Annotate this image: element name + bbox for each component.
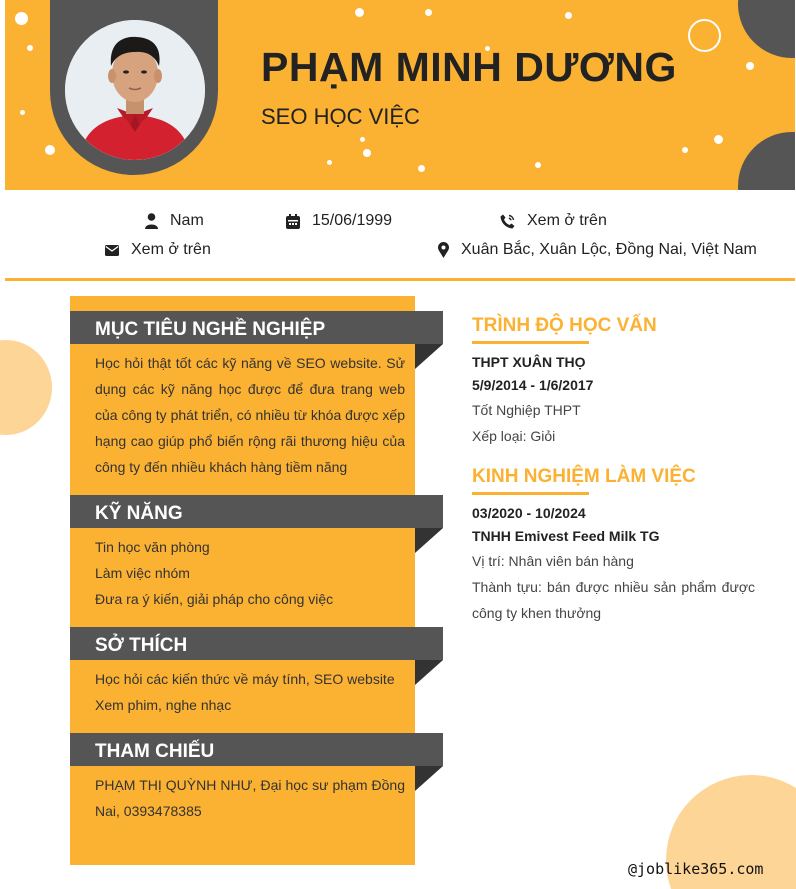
skills-list	[95, 534, 405, 612]
skill-item: Đưa ra ý kiến, giải pháp cho công việc	[95, 591, 334, 607]
decor-dot	[27, 45, 33, 51]
ribbon-fold	[415, 766, 443, 791]
hobbies-list	[95, 666, 405, 718]
decor-circle-left	[0, 340, 52, 435]
ribbon-fold	[415, 660, 443, 685]
ribbon-fold	[415, 344, 443, 369]
education-heading: TRÌNH ĐỘ HỌC VẤN	[472, 315, 657, 336]
info-address	[438, 241, 757, 259]
info-divider	[5, 278, 795, 281]
ribbon-fold	[415, 528, 443, 553]
experience-period: 03/2020 - 10/2024	[472, 505, 586, 521]
decor-dot	[682, 147, 688, 153]
decor-dot	[565, 12, 572, 19]
info-email	[105, 241, 211, 259]
references-text: PHẠM THỊ QUỲNH NHƯ, Đại học sư phạm Đồng Nai, 0393478385	[95, 777, 405, 819]
decor-dot	[425, 9, 432, 16]
profile-photo	[65, 20, 205, 160]
education-grade: Xếp loại: Giỏi	[472, 428, 556, 444]
email-value: Xem ở trên	[131, 241, 211, 258]
info-phone	[500, 212, 607, 230]
skill-item: Làm việc nhóm	[95, 565, 190, 581]
skills-heading: KỸ NĂNG	[70, 495, 443, 528]
envelope-icon	[105, 244, 119, 256]
experience-role: Vị trí: Nhân viên bán hàng	[472, 553, 634, 569]
experience-achievement: Thành tựu: bán được nhiều sản phẩm được công ty khen thưởng	[472, 579, 755, 621]
experience-underline	[472, 492, 589, 495]
school-name: THPT XUÂN THỌ	[472, 354, 586, 370]
decor-dot	[714, 135, 723, 144]
references-heading: THAM CHIẾU	[70, 733, 443, 766]
decor-dot	[15, 12, 28, 25]
decor-dot	[363, 149, 371, 157]
cv-header	[5, 0, 795, 190]
company-name: TNHH Emivest Feed Milk TG	[472, 528, 660, 544]
hobby-item: Xem phim, nghe nhạc	[95, 697, 232, 713]
gender-value: Nam	[170, 212, 204, 229]
objective-text: Học hỏi thật tốt các kỹ năng về SEO website. Sử dụng các kỹ năng học được để đưa trang web của công ty phát triển, có nhiều từ khóa được xếp hạng cao giúp phổ biến rộng rãi thương hiệu của công ty đến nhiều khách hàng tiềm năng	[95, 355, 405, 475]
info-gender	[145, 212, 204, 230]
education-period: 5/9/2014 - 1/6/2017	[472, 377, 594, 393]
objective-heading: MỤC TIÊU NGHỀ NGHIỆP	[70, 311, 443, 344]
profile-portrait	[65, 20, 205, 160]
decor-dot	[45, 145, 55, 155]
address-value: Xuân Bắc, Xuân Lộc, Đồng Nai, Việt Nam	[461, 241, 757, 258]
calendar-icon	[286, 214, 300, 229]
decor-dot	[20, 110, 25, 115]
skill-item: Tin học văn phòng	[95, 539, 210, 555]
map-pin-icon	[438, 242, 449, 258]
watermark: @joblike365.com	[628, 860, 764, 878]
user-icon	[145, 213, 158, 229]
decor-dot	[418, 165, 425, 172]
decor-dot	[360, 137, 365, 142]
info-birthday	[286, 212, 392, 230]
decor-dot	[535, 162, 541, 168]
hobbies-heading: SỞ THÍCH	[70, 627, 443, 660]
decor-blob-bottom-right	[738, 132, 795, 190]
decor-dot	[746, 62, 754, 70]
hobby-item: Học hỏi các kiến thức về máy tính, SEO website	[95, 671, 395, 687]
birthday-value: 15/06/1999	[312, 212, 393, 229]
decor-dot	[327, 160, 332, 165]
experience-heading: KINH NGHIỆM LÀM VIỆC	[472, 466, 696, 487]
education-underline	[472, 341, 589, 344]
decor-blob-top-right	[738, 0, 795, 58]
education-degree: Tốt Nghiệp THPT	[472, 402, 581, 418]
decor-dot	[355, 8, 364, 17]
photo-frame	[50, 0, 218, 175]
candidate-name: PHẠM MINH DƯƠNG	[261, 44, 677, 90]
phone-icon	[500, 214, 515, 229]
decor-ring	[688, 19, 721, 52]
desired-position: SEO HỌC VIỆC	[261, 104, 420, 129]
phone-value: Xem ở trên	[527, 212, 607, 229]
